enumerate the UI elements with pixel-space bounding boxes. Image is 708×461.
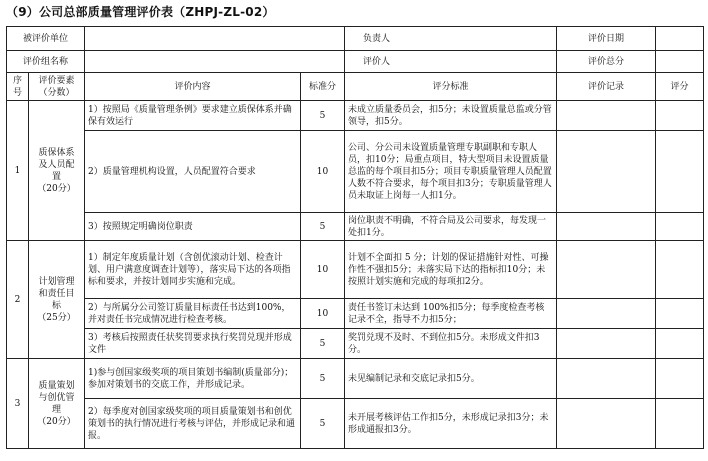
item-score: 10: [301, 241, 345, 299]
table-row: [7, 131, 704, 213]
item-criteria: 奖罚兑现不及时、不到位扣5分。未形成文件扣3分。: [345, 329, 557, 359]
item-grade-field[interactable]: [656, 101, 704, 131]
group-seq: 2: [7, 241, 29, 359]
group-seq: 1: [7, 101, 29, 241]
col-criteria: 评分标准: [345, 73, 557, 101]
item-criteria: 责任书签订未达到 100%扣5分；每季度检查考核记录不全，指导不力扣5分；: [345, 299, 557, 329]
header-row-1: [7, 27, 704, 51]
group-name-field[interactable]: [85, 51, 345, 73]
item-grade-field[interactable]: [656, 213, 704, 241]
item-criteria: 计划不全面扣 5 分；计划的保证措施针对性、可操作性不强扣5分；未落实局下达的指标扣10分；未按照计划实施和完成的每项扣2分。: [345, 241, 557, 299]
item-score: 5: [301, 399, 345, 449]
item-content: 2）与所属分公司签订质量目标责任书达到100%，并对责任书完成情况进行检查考核。: [85, 299, 301, 329]
evaluated-unit-label: 被评价单位: [7, 27, 85, 51]
col-score: 评分: [656, 73, 704, 101]
item-grade-field[interactable]: [656, 359, 704, 399]
total-score-field[interactable]: [656, 51, 704, 73]
evaluator-label-cell: [345, 51, 557, 73]
item-score: 5: [301, 213, 345, 241]
responsible-label: 负责人: [363, 33, 391, 44]
table-row: [7, 299, 704, 329]
group-seq: 3: [7, 359, 29, 449]
item-record-field[interactable]: [557, 101, 656, 131]
element-line: 质量策划: [38, 380, 75, 391]
element-line: 标: [52, 300, 62, 311]
item-score: 5: [301, 359, 345, 399]
item-record-field[interactable]: [557, 359, 656, 399]
item-record-field[interactable]: [557, 329, 656, 359]
element-line: 和责任目: [38, 288, 75, 299]
form-title: （9）公司总部质量管理评价表（ZHPJ-ZL-02）: [6, 5, 275, 19]
item-content: 1）制定年度质量计划（含创优滚动计划、检查计划、用户满意度调查计划等），落实局下达的各项指标和要求，并按计划同步实施和完成。: [85, 241, 301, 299]
element-line: 理: [52, 404, 62, 415]
col-seq: [7, 73, 29, 101]
item-content: 2）每季度对创国家级奖项的项目质量策划书和创优策划书的执行情况进行考核与评估，并形成记录和通报。: [85, 399, 301, 449]
item-content: 1)参与创国家级奖项的项目策划书编制(质量部分)；参加对策划书的交底工作，并形成记录。: [85, 359, 301, 399]
element-line: 质保体系: [38, 147, 75, 158]
element-line: 及人员配: [38, 159, 75, 170]
group-element: [29, 101, 85, 241]
eval-date-field[interactable]: [656, 27, 704, 51]
header-row-2: [7, 51, 704, 73]
item-record-field[interactable]: [557, 299, 656, 329]
element-line: （25分）: [37, 312, 76, 323]
total-score-label: 评价总分: [557, 51, 656, 73]
item-content: 3）考核后按照责任状奖罚要求执行奖罚兑现并形成文件: [85, 329, 301, 359]
item-criteria: 未成立质量委员会，扣5分；未设置质量总监或分管领导，扣5分。: [345, 101, 557, 131]
element-line: （20分）: [37, 416, 76, 427]
item-record-field[interactable]: [557, 131, 656, 213]
item-record-field[interactable]: [557, 213, 656, 241]
item-score: 10: [301, 299, 345, 329]
element-line: 置: [52, 171, 62, 182]
col-element: [29, 73, 85, 101]
item-grade-field[interactable]: [656, 131, 704, 213]
item-content: 1）按照局《质量管理条例》要求建立质保体系并确保有效运行: [85, 101, 301, 131]
responsible-label-cell: [345, 27, 557, 51]
item-criteria: 公司、分公司未设置质量管理专职副职和专职人员，扣10分；局重点项目，特大型项目未设置质量总监的每个项目扣5分；项目专职质量管理人员配置人数不符合要求，每个项目扣3分；专职质量管理人员未取证上岗每一人扣1分。: [345, 131, 557, 213]
element-line: （20分）: [37, 183, 76, 194]
eval-date-label: 评价日期: [557, 27, 656, 51]
element-line: 与创优管: [38, 392, 75, 403]
table-row: [7, 101, 704, 131]
element-line: 计划管理: [38, 276, 75, 287]
evaluator-label: 评价人: [363, 56, 391, 67]
column-header-row: [7, 73, 704, 101]
item-content: 3）按照规定明确岗位职责: [85, 213, 301, 241]
table-row: [7, 241, 704, 299]
item-grade-field[interactable]: [656, 241, 704, 299]
group-element: [29, 359, 85, 449]
col-element-line2: （分数）: [38, 87, 75, 98]
table-row: [7, 399, 704, 449]
evaluation-table: [6, 26, 704, 449]
evaluated-unit-field[interactable]: [85, 27, 345, 51]
item-score: 10: [301, 131, 345, 213]
item-criteria: 未见编制记录和交底记录扣5分。: [345, 359, 557, 399]
group-name-label: 评价组名称: [7, 51, 85, 73]
item-content: 2）质量管理机构设置，人员配置符合要求: [85, 131, 301, 213]
col-seq-line1: 序: [12, 75, 22, 86]
item-record-field[interactable]: [557, 241, 656, 299]
col-record: 评价记录: [557, 73, 656, 101]
table-row: [7, 359, 704, 399]
col-content: 评价内容: [85, 73, 301, 101]
col-standard-score: 标准分: [301, 73, 345, 101]
item-score: 5: [301, 101, 345, 131]
col-element-line1: 评价要素: [38, 75, 75, 86]
table-row: [7, 329, 704, 359]
item-score: 5: [301, 329, 345, 359]
item-record-field[interactable]: [557, 399, 656, 449]
item-criteria: 岗位职责不明确，不符合局及公司要求，每发现一处扣1分。: [345, 213, 557, 241]
item-grade-field[interactable]: [656, 299, 704, 329]
table-row: [7, 213, 704, 241]
item-grade-field[interactable]: [656, 399, 704, 449]
col-seq-line2: 号: [12, 87, 22, 98]
item-criteria: 未开展考核评估工作扣5分，未形成记录扣3分；未形成通报扣3分。: [345, 399, 557, 449]
group-element: [29, 241, 85, 359]
item-grade-field[interactable]: [656, 329, 704, 359]
